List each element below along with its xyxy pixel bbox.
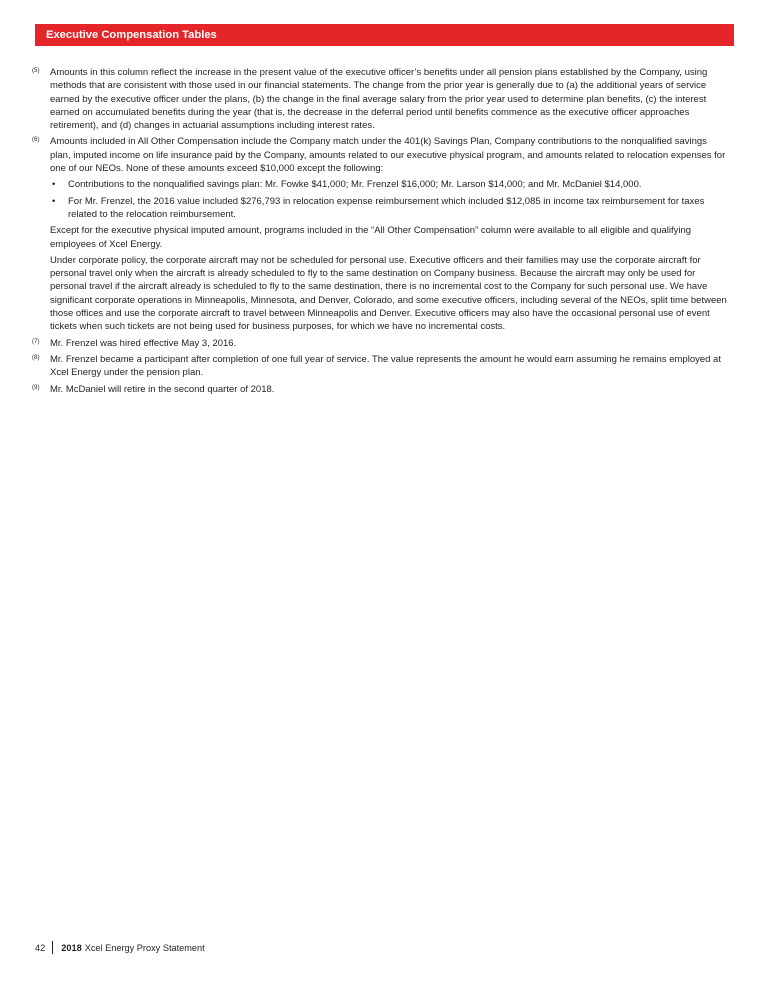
footnote-9 bbox=[32, 383, 728, 396]
bullet-icon: • bbox=[52, 179, 56, 191]
footnote-text: Mr. Frenzel was hired effective May 3, 2016. bbox=[50, 337, 237, 349]
footer-doc-title: Xcel Energy Proxy Statement bbox=[84, 942, 205, 953]
page-footer bbox=[35, 941, 205, 954]
footnote-marker: (8) bbox=[32, 353, 40, 361]
footer-divider bbox=[52, 941, 53, 954]
bullet-text: Contributions to the nonqualified savings plan: Mr. Fowke $41,000; Mr. Frenzel $16,000; Mr. Larson $14,000; and Mr. McDaniel $14,000. bbox=[68, 179, 642, 191]
footnote-text: Amounts included in All Other Compensation include the Company match under the 401(k) Savings Plan, Company contributions to the nonqualified savings plan, imputed income on life insurance paid by the Company, amounts related to our executive physical program, and amounts related to relocation expenses for one of our NEOs. None of these amounts exceed $10,000 except the following: bbox=[50, 136, 726, 175]
footnote-marker: (9) bbox=[32, 383, 40, 391]
bullet-list bbox=[50, 178, 728, 221]
footnote-marker: (5) bbox=[32, 67, 40, 74]
footnote-6 bbox=[32, 135, 728, 333]
page-number: 42 bbox=[35, 942, 46, 953]
footnote-text: Mr. McDaniel will retire in the second quarter of 2018. bbox=[50, 383, 275, 395]
footnote-marker: (7) bbox=[32, 337, 40, 345]
footnote-5 bbox=[32, 66, 728, 132]
list-item bbox=[50, 178, 728, 191]
paragraph: Except for the executive physical imputed amount, programs included in the “All Other Compensation” column were available to all eligible and qualifying employees of Xcel Energy. bbox=[50, 225, 692, 250]
footnotes bbox=[32, 66, 728, 399]
paragraph: Under corporate policy, the corporate aircraft may not be scheduled for personal use. Executive officers and their families may use the corporate aircraft for personal travel only when the aircraft is already scheduled to fly to the same destination on Company business. Because the aircraft may only be used for personal travel if the aircraft already is scheduled to fly to the same destination, there is no incremental cost to the Company for such personal use. We have significant corporate operations in Minneapolis, Minnesota, and Denver, Colorado, and some executive officers, including several of the NEOs, split time between those offices and use the corporate aircraft to travel between Minneapolis and Denver. Executive officers may also have the occasional personal use of event tickets when such tickets are not being used for business purposes, for which we have no incremental costs. bbox=[50, 254, 727, 333]
footnote-text: Amounts in this column reflect the increase in the present value of the executive officer’s benefits under all pension plans established by the Company, using methods that are consistent with those used in our financial statements. The change from the prior year is generally due to (a) the additional years of service earned by the executive officer under the plans, (b) the change in the final average salary from the prior year used to determine plan benefits, (c) the interest earned on accumulated benefits during the year (that is, the decrease in the deferral period until benefits commence as the executive officer approaches retirement), and (d) changes in actuarial assumptions including interest rates. bbox=[50, 67, 708, 132]
footer-year: 2018 bbox=[61, 942, 82, 953]
bullet-text: For Mr. Frenzel, the 2016 value included $276,793 in relocation expense reimbursement which included $12,085 in income tax reimbursement for taxes related to the relocation reimbursement. bbox=[68, 195, 705, 220]
list-item bbox=[50, 195, 728, 222]
bullet-icon: • bbox=[52, 195, 56, 207]
footnote-text: Mr. Frenzel became a participant after completion of one full year of service. The value represents the amount he would earn assuming he remains employed at Xcel Energy under the pension plan. bbox=[50, 353, 721, 379]
footnote-marker: (6) bbox=[32, 136, 40, 144]
section-title: Executive Compensation Tables bbox=[46, 29, 217, 41]
section-header-bar bbox=[35, 24, 734, 46]
footnote-8 bbox=[32, 353, 728, 380]
footnote-7 bbox=[32, 337, 728, 350]
